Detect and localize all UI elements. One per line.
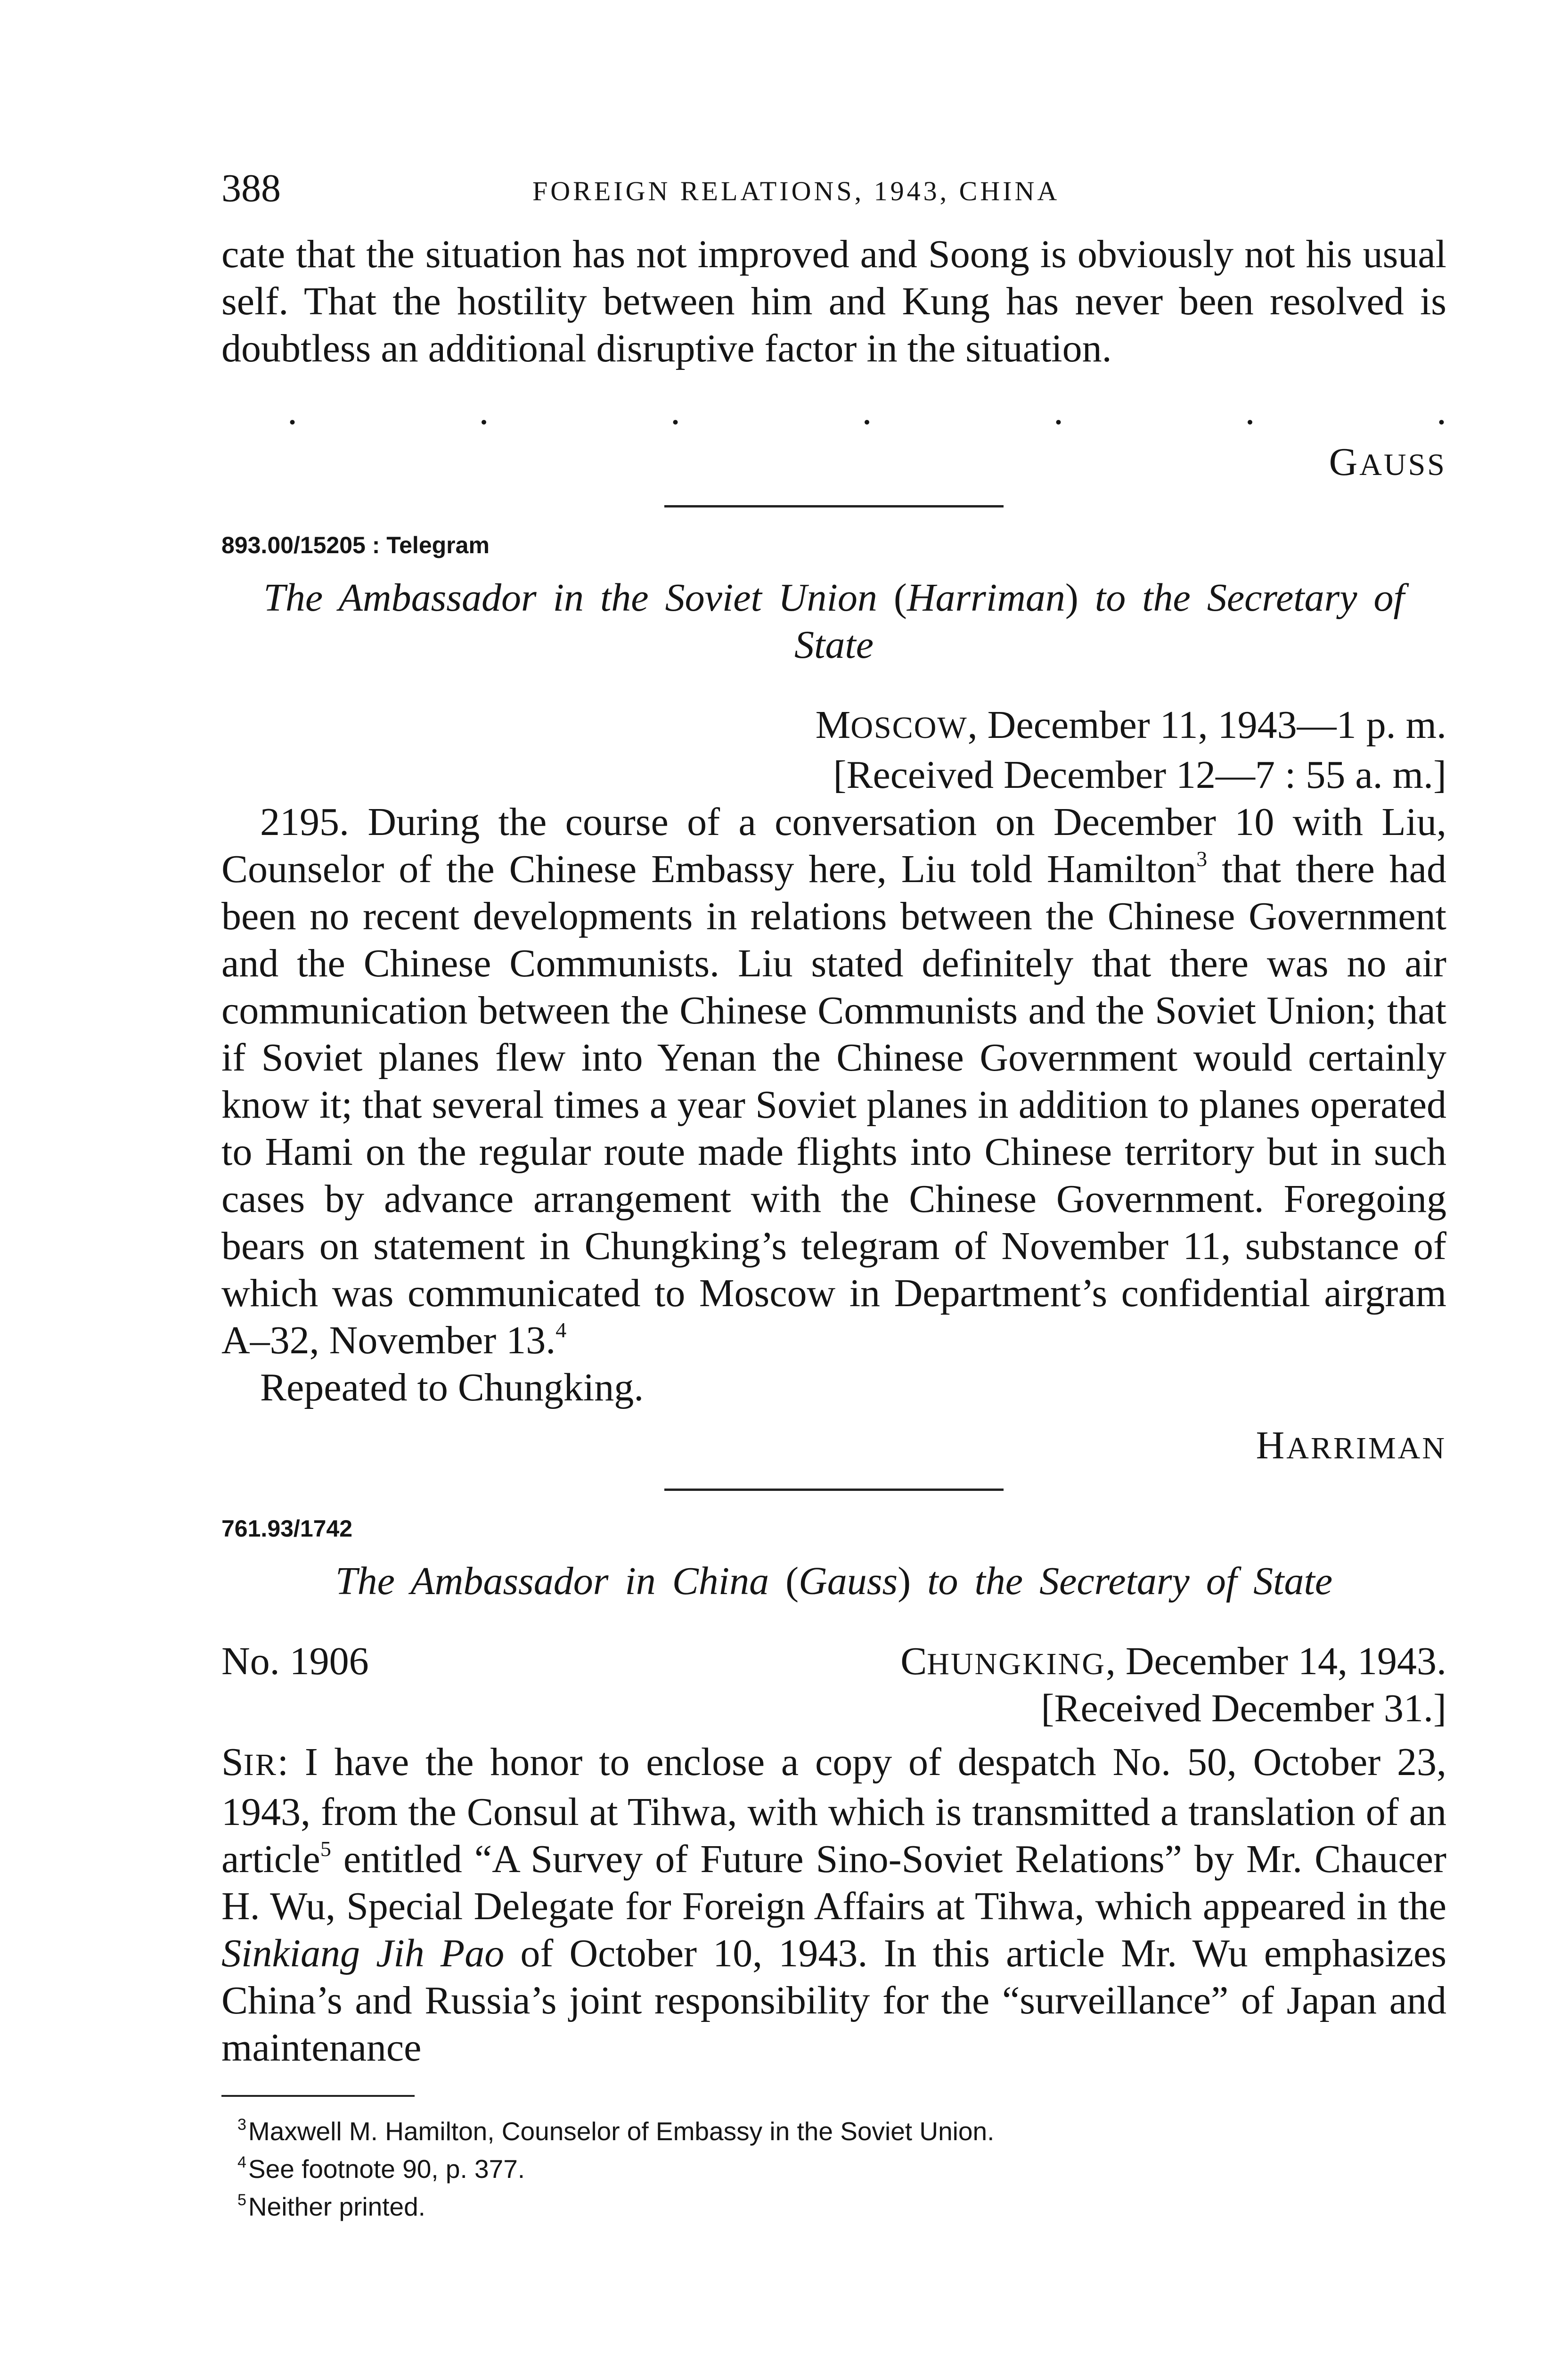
ellipsis-row xyxy=(287,389,1446,433)
footnote-mark: 5 xyxy=(237,2191,246,2209)
signature-initial: G xyxy=(1329,440,1360,484)
signature-rest: ARRIMAN xyxy=(1286,1431,1446,1465)
despatch-header xyxy=(221,1638,1446,1685)
ellipsis-dot: . xyxy=(1245,389,1255,433)
footnote-ref: 3 xyxy=(1196,847,1208,871)
ellipsis-dot: . xyxy=(287,389,297,433)
dateline-date: , December 11, 1943—1 p. m. xyxy=(967,703,1446,747)
file-reference: 893.00/15205 : Telegram xyxy=(221,532,490,558)
footnote xyxy=(237,2184,1446,2222)
title-text: The Ambassador in the Soviet Union xyxy=(263,576,877,620)
title-text: The Ambassador in China xyxy=(335,1559,769,1603)
footnote-ref: 5 xyxy=(320,1837,331,1861)
footnote xyxy=(237,2109,1446,2147)
despatch-text: : I have the honor to enclose a copy of despatch No. 50, October 23, 1943, from the Consul at Tihwa, with which is transmitted a translation of an article xyxy=(221,1740,1446,1881)
despatch-number: No. 1906 xyxy=(221,1639,369,1683)
section-divider xyxy=(664,505,1004,507)
footnote-divider xyxy=(221,2095,415,2097)
telegram-text: that there had been no recent developments in relations between the Chinese Government and the Chinese Communists. Liu stated definitely that there was no air communication between the Chinese Communists and the Soviet Union; that if Soviet planes flew into Yenan the Chinese Government would certainly know it; that several times a year Soviet planes in addition to planes operated to Hami on the regular route made flights into Chinese territory but in such cases by advance arrangement with the Chinese Government. Foregoing bears on statement in Chungking’s telegram of November 11, substance of which was communicated to Moscow in Department’s confidential airgram A–32, November 13. xyxy=(221,847,1446,1362)
ellipsis-dot: . xyxy=(862,389,872,433)
despatch-body xyxy=(221,1739,1446,2071)
title-name: Harriman xyxy=(906,576,1065,620)
dateline xyxy=(221,702,1446,752)
continued-paragraph: cate that the situation has not improved and Soong is obviously not his usual self. That the hostility between him and Kung has never been resolved is doubtless an additional disruptive factor in the situation. xyxy=(221,232,1446,370)
document-page xyxy=(221,160,1446,2222)
received-line: [Received December 31.] xyxy=(1041,1686,1446,1730)
footnote xyxy=(237,2147,1446,2184)
signature-harriman xyxy=(221,1424,1446,1470)
despatch-dateline xyxy=(900,1638,1446,1688)
ellipsis-dot: . xyxy=(479,389,489,433)
page-number: 388 xyxy=(221,166,281,210)
document-title: The Ambassador in China (Gauss) to the Secretary of State xyxy=(335,1559,1333,1603)
dateline-place-rest: OSCOW xyxy=(850,711,968,745)
newspaper-name: Sinkiang Jih Pao xyxy=(221,1931,505,1975)
received-line: [Received December 12—7 : 55 a. m.] xyxy=(833,753,1446,797)
title-text: to the Secretary of State xyxy=(927,1559,1333,1603)
ellipsis-dot: . xyxy=(1054,389,1063,433)
place-initial: C xyxy=(900,1639,927,1683)
ellipsis-dot: . xyxy=(670,389,680,433)
despatch-text: of October 10, 1943. In this article Mr. Wu emphasizes China’s and Russia’s joint responsibility for the “surveillance” of Japan and maintenance xyxy=(221,1931,1447,2070)
title-name: Gauss xyxy=(799,1559,898,1603)
ellipsis-dot: . xyxy=(1437,389,1446,433)
signature-initial: H xyxy=(1256,1423,1287,1467)
footnote-mark: 3 xyxy=(237,2116,246,2134)
despatch-date: , December 14, 1943. xyxy=(1105,1639,1446,1683)
salutation-rest: IR xyxy=(243,1748,278,1782)
signature-gauss xyxy=(221,441,1446,486)
document-title: The Ambassador in the Soviet Union (Harriman) to the Secretary of State xyxy=(263,576,1405,667)
telegram-body xyxy=(221,799,1446,1364)
telegram-text: 2195. During the course of a conversation on December 10 with Liu, Counselor of the Chinese Embassy here, Liu told Hamilton xyxy=(221,800,1446,891)
section-divider xyxy=(664,1489,1004,1491)
despatch-text: entitled “A Survey of Future Sino-Soviet Relations” by Mr. Chaucer H. Wu, Special Delegate for Foreign Affairs at Tihwa, which appeared in the xyxy=(221,1837,1446,1928)
dateline-place-initial: M xyxy=(815,703,851,747)
footnote-text: Neither printed. xyxy=(248,2192,425,2221)
salutation-initial: S xyxy=(221,1740,244,1784)
footnote-text: See footnote 90, p. 377. xyxy=(248,2154,525,2184)
place-rest: HUNGKING xyxy=(927,1647,1106,1681)
footnote-mark: 4 xyxy=(237,2153,246,2171)
footnote-ref: 4 xyxy=(555,1318,567,1342)
footnote-text: Maxwell M. Hamilton, Counselor of Embassy in the Soviet Union. xyxy=(248,2117,995,2146)
title-text: to the Secretary of State xyxy=(794,576,1405,667)
signature-rest: AUSS xyxy=(1359,448,1446,482)
file-reference: 761.93/1742 xyxy=(221,1515,353,1542)
running-head xyxy=(221,160,1446,212)
running-title: FOREIGN RELATIONS, 1943, CHINA xyxy=(532,176,1060,206)
repeated-line: Repeated to Chungking. xyxy=(260,1366,644,1409)
